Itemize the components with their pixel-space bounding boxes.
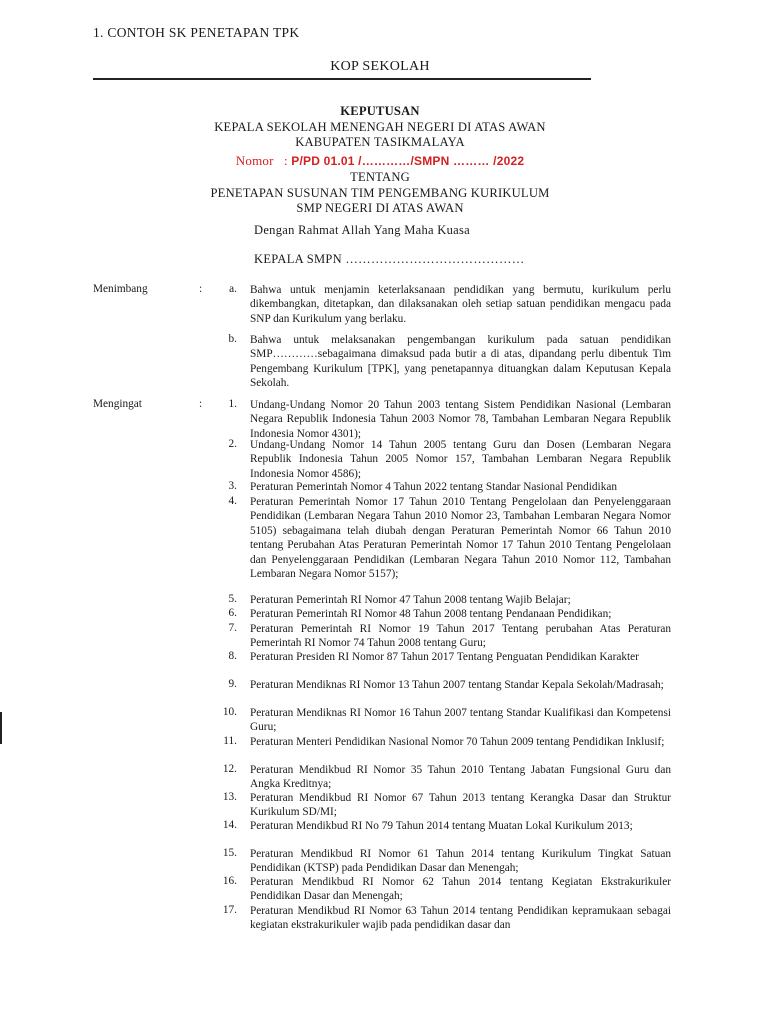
mengingat-label: Mengingat: [93, 398, 142, 410]
item-text: Bahwa untuk menjamin keterlaksanaan pendidikan yang bermutu, kurikulum perlu dikembangkan, ditetapkan, dan dilaksanakan oleh setiap satuan pendidikan mengacu pada SNP dan Kurikulum yang berlaku.: [250, 284, 671, 325]
letterhead-rule: [93, 78, 591, 80]
item-marker: 9.: [228, 678, 237, 690]
item-marker: 5.: [228, 593, 237, 605]
item-marker: 12.: [222, 763, 237, 775]
item-text: Peraturan Mendikbud RI Nomor 35 Tahun 2010 Tentang Jabatan Fungsional Guru dan Angka Kreditnya;: [250, 764, 671, 791]
nomor-value: P/PD 01.01 /…………/SMPN ……… /2022: [291, 153, 525, 168]
item-marker: 8.: [228, 650, 237, 662]
menimbang-colon: :: [199, 283, 203, 295]
item-text: Peraturan Pemerintah RI Nomor 48 Tahun 2008 tentang Pendanaan Pendidikan;: [250, 608, 612, 620]
item-text: Peraturan Mendiknas RI Nomor 13 Tahun 2007 tentang Standar Kepala Sekolah/Madrasah;: [250, 679, 664, 691]
item-text: Peraturan Pemerintah Nomor 17 Tahun 2010 Tentang Pengelolaan dan Penyelenggaraan Pendidikan (Lembaran Negara Tahun 2010 Nomor 23, Tambahan Lembaran Negara Nomor 5105) sebagaimana telah diubah dengan Peraturan Pemerintah Nomor 66 Tahun 2010 tentang Perubahan Atas Peraturan Pemerintah Nomor 17 Tahun 2010 Tentang Pengelolaan dan Penyelenggaraan Pendidikan (Lembaran Negara Tahun 2010 Nomor 112, Tambahan Lembaran Negara Nomor 5157);: [250, 496, 671, 581]
item-marker: b.: [228, 333, 237, 345]
menimbang-label: Menimbang: [93, 283, 148, 295]
item-marker: 17.: [222, 904, 237, 916]
item-marker: 6.: [228, 607, 237, 619]
decree-title: KEPUTUSAN: [340, 104, 420, 118]
issuer-line-1: KEPALA SEKOLAH MENENGAH NEGERI DI ATAS AWAN: [214, 119, 546, 134]
item-marker: 1.: [228, 398, 237, 410]
item-text: Peraturan Pemerintah Nomor 4 Tahun 2022 tentang Standar Nasional Pendidikan: [250, 481, 618, 493]
kop-sekolah: KOP SEKOLAH: [330, 59, 430, 74]
item-text: Peraturan Mendikbud RI Nomor 67 Tahun 2013 tentang Kerangka Dasar dan Struktur Kurikulum SD/MI;: [250, 792, 671, 819]
item-marker: 3.: [228, 480, 237, 492]
mengingat-colon: :: [199, 398, 203, 410]
item-marker: 10.: [222, 706, 237, 718]
item-marker: 4.: [228, 495, 237, 507]
item-text: Undang-Undang Nomor 14 Tahun 2005 tentang Guru dan Dosen (Lembaran Negara Republik Indonesia Tahun 2005 Nomor 157, Tambahan Lembaran Negara Republik Indonesia Nomor 4586);: [250, 439, 671, 480]
item-marker: 7.: [228, 622, 237, 634]
item-text: Peraturan Mendikbud RI Nomor 62 Tahun 2014 tentang Kegiatan Ekstrakurikuler Pendidikan Dasar dan Menengah;: [250, 876, 671, 903]
nomor-line: [130, 153, 630, 170]
about-heading: TENTANG: [350, 170, 410, 184]
item-marker: a.: [229, 283, 237, 295]
issuer-line-2: KABUPATEN TASIKMALAYA: [295, 135, 465, 149]
item-marker: 16.: [222, 875, 237, 887]
nomor-label: Nomor: [235, 152, 274, 168]
margin-mark: [0, 712, 2, 744]
item-text: Undang-Undang Nomor 20 Tahun 2003 tentang Sistem Pendidikan Nasional (Lembaran Negara Republik Indonesia Tahun 2003 Nomor 78, Tambahan Lembaran Negara Republik Indonesia Nomor 4301);: [250, 399, 671, 440]
preamble: Dengan Rahmat Allah Yang Maha Kuasa: [254, 223, 471, 237]
item-text: Peraturan Pemerintah RI Nomor 47 Tahun 2008 tentang Wajib Belajar;: [250, 594, 571, 606]
document-heading: 1. CONTOH SK PENETAPAN TPK: [93, 25, 300, 40]
item-text: Peraturan Menteri Pendidikan Nasional Nomor 70 Tahun 2009 tentang Pendidikan Inklusif;: [250, 736, 665, 748]
item-marker: 2.: [228, 438, 237, 450]
item-text: Peraturan Mendikbud RI Nomor 61 Tahun 2014 tentang Kurikulum Tingkat Satuan Pendidikan (KTSP) pada Pendidikan Dasar dan Menengah;: [250, 848, 671, 875]
item-marker: 14.: [222, 819, 237, 831]
nomor-separator: :: [283, 152, 288, 168]
item-text: Peraturan Pemerintah RI Nomor 19 Tahun 2017 Tentang perubahan Atas Peraturan Pemerintah RI Nomor 74 Tahun 2008 tentang Guru;: [250, 623, 671, 650]
item-marker: 11.: [223, 735, 237, 747]
item-text: Bahwa untuk melaksanakan pengembangan kurikulum pada satuan pendidikan SMP…………sebagaimana dimaksud pada butir a di atas, dipandang perlu dibentuk Tim Pengembang Kurikulum [TPK], yang penetapannya dituangkan dalam Keputusan Kepala Sekolah.: [250, 334, 671, 390]
item-text: Peraturan Presiden RI Nomor 87 Tahun 2017 Tentang Penguatan Pendidikan Karakter: [250, 651, 639, 663]
subject-line-1: PENETAPAN SUSUNAN TIM PENGEMBANG KURIKULUM: [210, 185, 550, 200]
item-text: Peraturan Mendiknas RI Nomor 16 Tahun 2007 tentang Standar Kualifikasi dan Kompetensi Guru;: [250, 707, 671, 734]
decree-title-block: [130, 104, 630, 217]
subject-line-2: SMP NEGERI DI ATAS AWAN: [296, 201, 464, 215]
kepala-line: KEPALA SMPN ……………………………………: [254, 252, 525, 266]
item-text: Peraturan Mendikbud RI No 79 Tahun 2014 tentang Muatan Lokal Kurikulum 2013;: [250, 820, 633, 832]
item-marker: 15.: [222, 847, 237, 859]
item-marker: 13.: [222, 791, 237, 803]
item-text: Peraturan Mendikbud RI Nomor 63 Tahun 2014 tentang Pendidikan kepramukaan sebagai kegiatan ekstrakurikuler wajib pada pendidikan dasar dan: [250, 905, 671, 932]
